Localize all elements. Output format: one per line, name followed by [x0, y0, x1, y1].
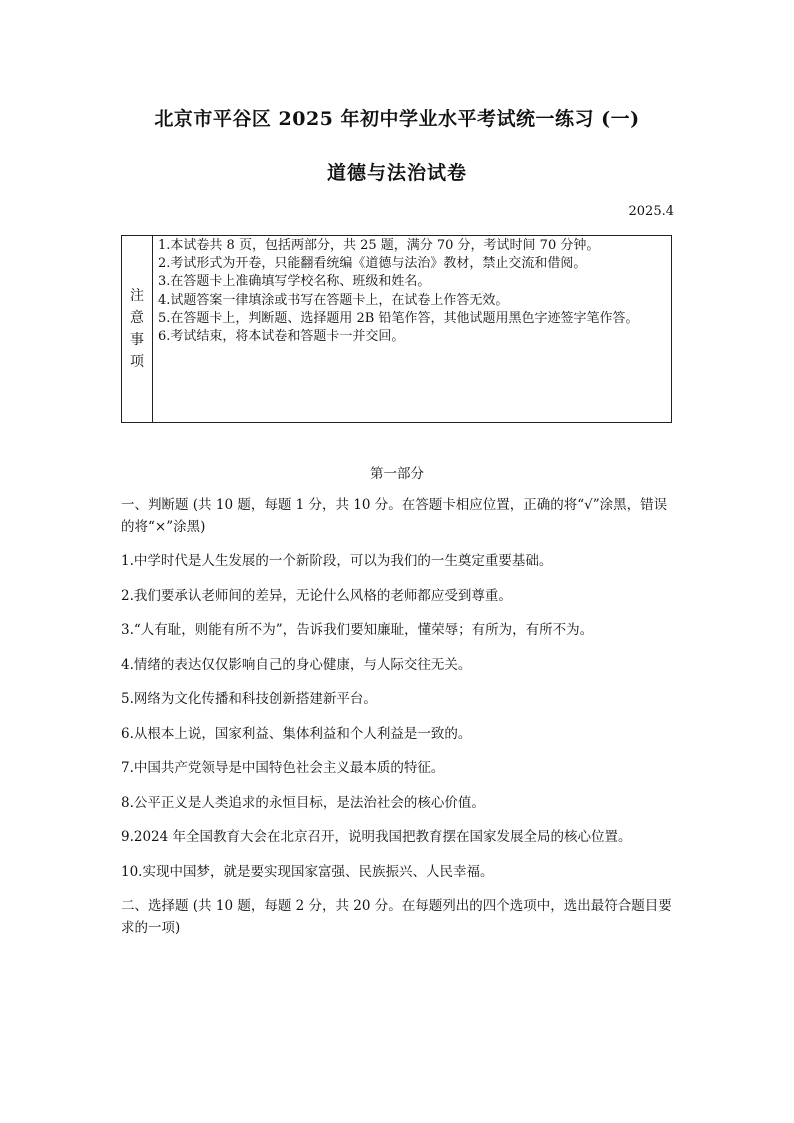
section-heading: 一、判断题 (共 10 题，每题 1 分，共 10 分。在答题卡相应位置，正确的将“√”涂黑，错误的将“×”涂黑): [121, 497, 668, 535]
notice-label-char: 注: [130, 288, 144, 304]
notice-item: 4.试题答案一律填涂或书写在答题卡上，在试卷上作答无效。: [158, 292, 509, 308]
question-item: 5.网络为文化传播和科技创新搭建新平台。: [121, 691, 377, 707]
question-item: 4.情绪的表达仅仅影响自己的身心健康，与人际交往无关。: [121, 656, 472, 673]
notice-item: 5.在答题卡上，判断题、选择题用 2B 铅笔作答，其他试题用黑色字迹签字笔作答。: [158, 310, 639, 326]
question-item: 1.中学时代是人生发展的一个新阶段，可以为我们的一生奠定重要基础。: [121, 553, 553, 569]
notice-label-char: 事: [130, 332, 144, 348]
notice-label-char: 项: [130, 354, 144, 370]
question-content: [121, 494, 674, 951]
question-item: 3.“人有耻，则能有所不为”，告诉我们要知廉耻，懂荣辱；有所为，有所不为。: [121, 622, 594, 638]
question-item: 9.2024 年全国教育大会在北京召开，说明我国把教育摆在国家发展全局的核心位置。: [121, 829, 632, 845]
question-item: 8.公平正义是人类追求的永恒目标，是法治社会的核心价值。: [121, 794, 485, 811]
notice-box: [121, 235, 672, 423]
exam-date: 2025.4: [628, 204, 674, 219]
notice-item: 6.考试结束，将本试卷和答题卡一并交回。: [158, 329, 405, 345]
notice-item: 1.本试卷共 8 页，包括两部分，共 25 题，满分 70 分，考试时间 70 分钟。: [158, 238, 600, 253]
question-item: 10.实现中国梦，就是要实现国家富强、民族振兴、人民幸福。: [121, 863, 494, 880]
question-item: 2.我们要承认老师间的差异，无论什么风格的老师都应受到尊重。: [121, 587, 512, 604]
notice-item: 3.在答题卡上准确填写学校名称、班级和姓名。: [158, 274, 431, 290]
notice-item: 2.考试形式为开卷，只能翻看统编《道德与法治》教材，禁止交流和借阅。: [158, 256, 587, 272]
question-item: 6.从根本上说，国家利益、集体利益和个人利益是一致的。: [121, 725, 472, 742]
question-item: 7.中国共产党领导是中国特色社会主义最本质的特征。: [121, 760, 445, 776]
page-title: 北京市平谷区 2025 年初中学业水平考试统一练习 (一): [154, 108, 640, 130]
page-subtitle: 道德与法治试卷: [326, 162, 467, 184]
notice-label: [122, 236, 153, 422]
part-title: 第一部分: [370, 466, 424, 482]
section-heading: 二、选择题 (共 10 题，每题 2 分，共 20 分。在每题列出的四个选项中，选出最符合题目要求的一项): [121, 898, 672, 936]
notice-label-char: 意: [130, 310, 144, 326]
notice-list: [153, 236, 671, 422]
